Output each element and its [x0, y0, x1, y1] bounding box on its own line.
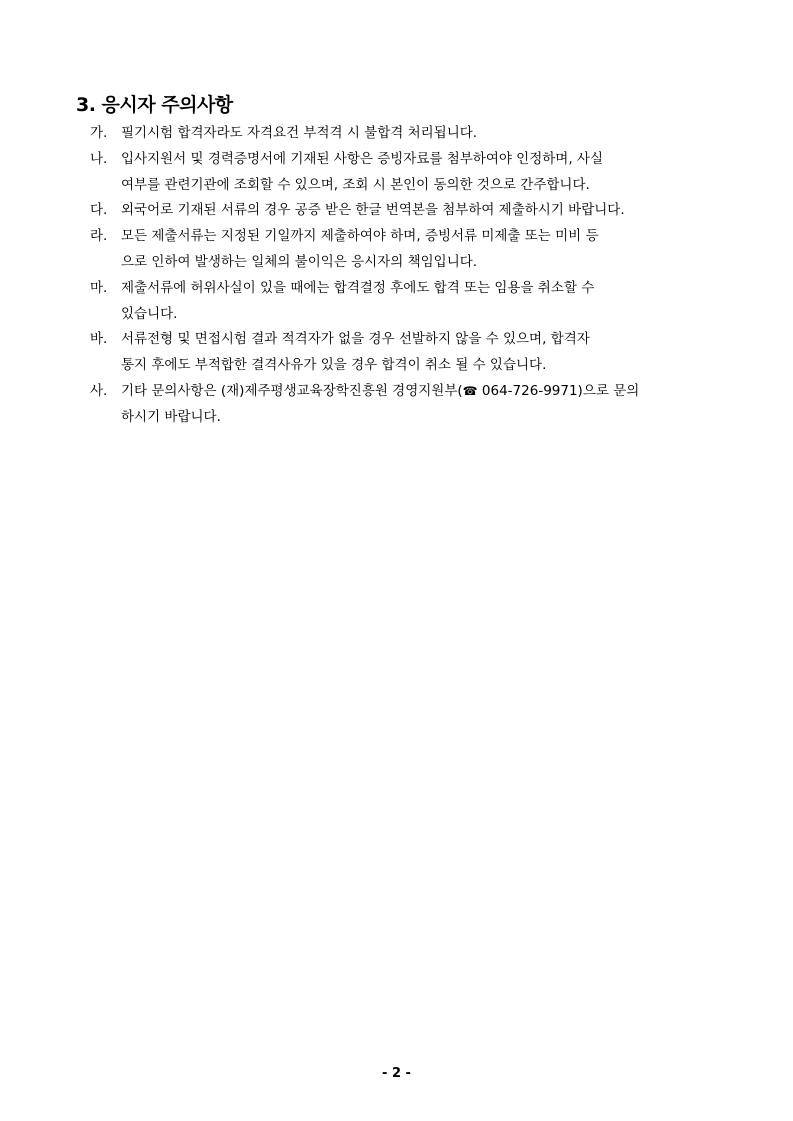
item-marker: 라.: [90, 228, 108, 245]
notice-list: [90, 121, 720, 431]
item-text-line: 하시기 바랍니다.: [121, 408, 221, 425]
item-text-line: 여부를 관련기관에 조회할 수 있으며, 조회 시 본인이 동의한 것으로 간주합니다.: [121, 176, 590, 193]
item-text-line: [121, 379, 720, 405]
item-text-line: 모든 제출서류는 지정된 기일까지 제출하여야 하며, 증빙서류 미제출 또는 미비 등: [121, 228, 599, 245]
item-marker: 바.: [90, 331, 108, 348]
list-item: [90, 276, 720, 328]
contact-phone-text: 064-726-9971)으로 문의: [477, 382, 640, 399]
list-item: [90, 327, 720, 379]
item-text-line: 으로 인하여 발생하는 일체의 불이익은 응시자의 책임입니다.: [121, 253, 478, 270]
item-text-line: 있습니다.: [121, 305, 178, 322]
list-item: [90, 379, 720, 431]
item-marker: 마.: [90, 279, 108, 296]
item-text-line: 통지 후에도 부적합한 결격사유가 있을 경우 합격이 취소 될 수 있습니다.: [121, 357, 547, 374]
item-text-line: 입사지원서 및 경력증명서에 기재된 사항은 증빙자료를 첨부하여야 인정하며, 사실: [121, 150, 604, 167]
item-text-line: 필기시험 합격자라도 자격요건 부적격 시 불합격 처리됩니다.: [121, 125, 478, 141]
section-title: 3. 응시자 주의사항: [76, 94, 233, 116]
page-number: - 2 -: [382, 1066, 411, 1081]
item-marker: 다.: [90, 202, 108, 219]
list-item: [90, 224, 720, 276]
contact-text: 기타 문의사항은 (재)제주평생교육장학진흥원 경영지원부(: [121, 382, 463, 399]
list-item: [90, 121, 720, 147]
item-text-line: 서류전형 및 면접시험 결과 적격자가 없을 경우 선발하지 않을 수 있으며, 합격자: [121, 331, 590, 348]
list-item: [90, 147, 720, 199]
item-marker: 나.: [90, 150, 108, 167]
item-marker: 가.: [90, 125, 108, 141]
item-text-line: 외국어로 기재된 서류의 경우 공증 받은 한글 번역본을 첨부하여 제출하시기 바랍니다.: [121, 202, 625, 219]
item-text-line: 제출서류에 허위사실이 있을 때에는 합격결정 후에도 합격 또는 임용을 취소할 수: [121, 279, 595, 296]
item-marker: 사.: [90, 382, 108, 399]
list-item: [90, 198, 720, 224]
telephone-icon: ☎: [462, 383, 478, 398]
